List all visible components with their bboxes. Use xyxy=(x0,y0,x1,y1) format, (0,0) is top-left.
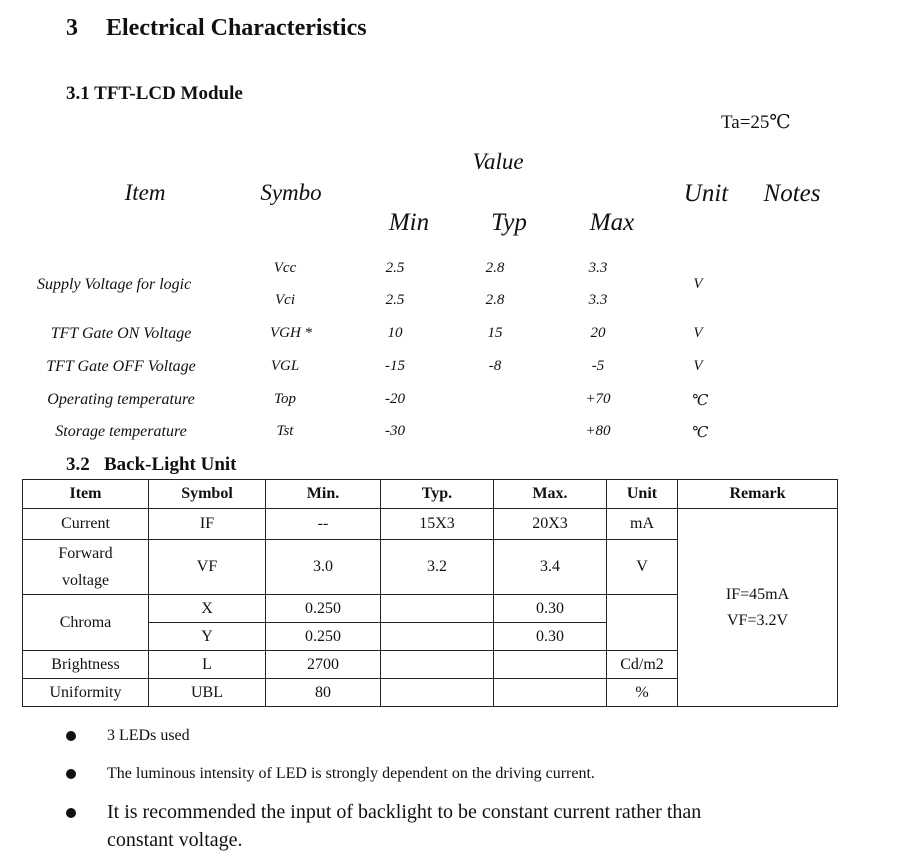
column-header-item: Item xyxy=(23,480,149,509)
cell-remark xyxy=(678,509,838,707)
tft-row-max: -5 xyxy=(591,358,605,374)
note-text: The luminous intensity of LED is strongly dependent on the driving current. xyxy=(107,765,595,782)
tft-header-unit: Unit xyxy=(683,180,729,207)
cell-item: Uniformity xyxy=(23,679,149,707)
tft-row-symbol: VGL xyxy=(270,358,300,374)
cell-max xyxy=(494,651,607,679)
tft-row-max: +80 xyxy=(585,423,611,439)
tft-row-min: -15 xyxy=(385,358,405,374)
tft-header-min: Min xyxy=(388,209,430,236)
cell-typ: 15X3 xyxy=(381,509,494,540)
cell-min: 2700 xyxy=(266,651,381,679)
tft-vcc-min: 2.5 xyxy=(385,260,405,276)
column-header-typ: Typ. xyxy=(381,480,494,509)
note-text: It is recommended the input of backlight to be constant current rather than constant voltage. xyxy=(107,801,702,851)
tft-supply-label: Supply Voltage for logic xyxy=(37,276,192,293)
tft-header-value: Value xyxy=(472,149,524,174)
cell-item-line2: voltage xyxy=(61,572,110,589)
tft-row-unit: V xyxy=(693,325,703,341)
tft-vci-max: 3.3 xyxy=(588,292,608,308)
bullet-icon xyxy=(66,769,76,779)
tft-row-typ: -8 xyxy=(488,358,502,374)
cell-symbol: UBL xyxy=(149,679,266,707)
cell-min: 80 xyxy=(266,679,381,707)
cell-min: 0.250 xyxy=(266,595,381,623)
cell-unit: Cd/m2 xyxy=(607,651,678,679)
cell-typ xyxy=(381,679,494,707)
cell-typ xyxy=(381,623,494,651)
cell-symbol: IF xyxy=(149,509,266,540)
cell-max: 20X3 xyxy=(494,509,607,540)
cell-max: 0.30 xyxy=(494,623,607,651)
notes-list xyxy=(66,722,866,854)
section-title: Electrical Characteristics xyxy=(106,15,367,41)
backlight-heading: 3.2 Back-Light Unit xyxy=(66,454,237,475)
temperature-condition: Ta=25℃ xyxy=(721,112,791,133)
cell-item: Chroma xyxy=(23,595,149,651)
note-item xyxy=(66,722,866,760)
tft-row-symbol: VGH * xyxy=(269,325,313,341)
tft-row-unit: ℃ xyxy=(691,425,709,441)
cell-symbol: VF xyxy=(149,540,266,595)
remark-line-vf: VF=3.2V xyxy=(726,611,789,629)
cell-item: Current xyxy=(23,509,149,540)
cell-symbol: Y xyxy=(149,623,266,651)
column-header-max: Max. xyxy=(494,480,607,509)
tft-row-max: +70 xyxy=(585,391,611,407)
tft-row-min: 10 xyxy=(387,325,403,341)
column-header-symbol: Symbol xyxy=(149,480,266,509)
tft-row-item: TFT Gate ON Voltage xyxy=(50,325,192,342)
table-row xyxy=(23,509,838,540)
tft-row-typ: 15 xyxy=(487,325,503,341)
tft-row-min: -30 xyxy=(385,423,405,439)
tft-header-typ: Typ xyxy=(491,209,527,236)
tft-supply-unit: V xyxy=(693,276,703,292)
cell-unit: % xyxy=(607,679,678,707)
table-header-row xyxy=(23,480,838,509)
bullet-icon xyxy=(66,808,76,818)
cell-unit: V xyxy=(607,540,678,595)
cell-max: 0.30 xyxy=(494,595,607,623)
section-number: 3 xyxy=(66,15,78,41)
cell-symbol: X xyxy=(149,595,266,623)
tft-row-unit: ℃ xyxy=(691,393,709,409)
cell-typ: 3.2 xyxy=(381,540,494,595)
tft-heading: 3.1 TFT-LCD Module xyxy=(66,83,243,104)
tft-row-min: -20 xyxy=(385,391,405,407)
cell-symbol: L xyxy=(149,651,266,679)
column-header-min: Min. xyxy=(266,480,381,509)
backlight-table xyxy=(22,479,838,707)
tft-header-notes: Notes xyxy=(763,180,821,207)
tft-vci-min: 2.5 xyxy=(385,292,405,308)
cell-item-line1: Forward xyxy=(58,545,113,562)
cell-min: -- xyxy=(266,509,381,540)
tft-vci-typ: 2.8 xyxy=(485,292,505,308)
tft-row-symbol: Top xyxy=(274,391,296,407)
tft-row-item: Storage temperature xyxy=(55,423,187,440)
cell-typ xyxy=(381,595,494,623)
tft-header-max: Max xyxy=(589,209,635,236)
tft-row-item: Operating temperature xyxy=(47,391,195,408)
cell-item xyxy=(23,540,149,595)
tft-row-symbol: Tst xyxy=(276,423,294,439)
tft-row-item: TFT Gate OFF Voltage xyxy=(46,358,196,375)
column-header-unit: Unit xyxy=(607,480,678,509)
note-text: 3 LEDs used xyxy=(107,727,190,744)
note-item xyxy=(66,760,866,798)
cell-item: Brightness xyxy=(23,651,149,679)
cell-min: 3.0 xyxy=(266,540,381,595)
tft-vcc-max: 3.3 xyxy=(588,260,608,276)
cell-max: 3.4 xyxy=(494,540,607,595)
cell-typ xyxy=(381,651,494,679)
remark-line-if: IF=45mA xyxy=(725,585,790,603)
tft-header-item: Item xyxy=(124,180,166,205)
cell-unit xyxy=(607,595,678,651)
cell-min: 0.250 xyxy=(266,623,381,651)
note-item xyxy=(66,798,767,854)
tft-vcc-symbol: Vcc xyxy=(273,260,297,276)
column-header-remark: Remark xyxy=(678,480,838,509)
tft-header-symbol: Symbo xyxy=(260,180,322,205)
bullet-icon xyxy=(66,731,76,741)
tft-vcc-typ: 2.8 xyxy=(485,260,505,276)
cell-unit: mA xyxy=(607,509,678,540)
cell-max xyxy=(494,679,607,707)
tft-row-unit: V xyxy=(693,358,703,374)
tft-vci-symbol: Vci xyxy=(275,292,295,308)
tft-row-max: 20 xyxy=(590,325,606,341)
